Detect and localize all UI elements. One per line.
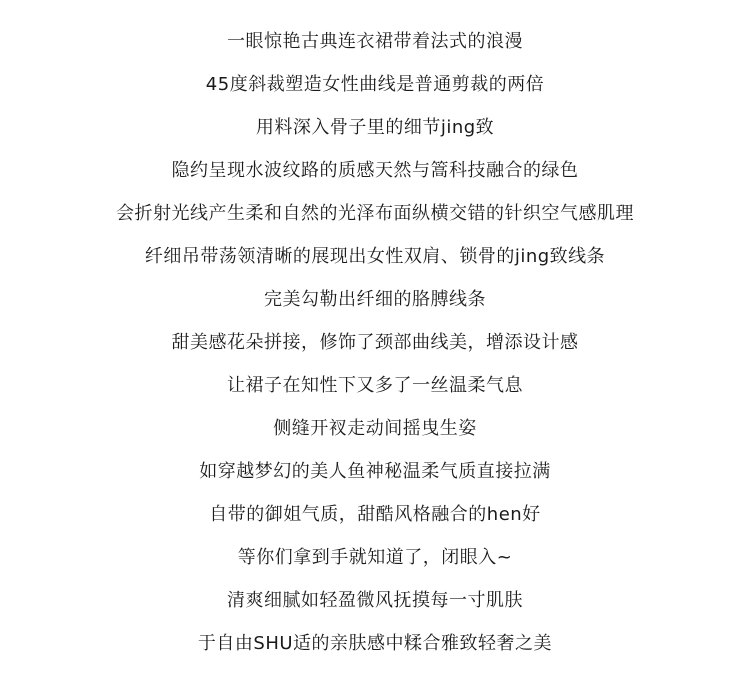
description-line: 用料深入骨子里的细节jing致 — [255, 117, 495, 138]
description-line: 等你们拿到手就知道了，闭眼入~ — [237, 547, 513, 568]
description-line: 侧缝开衩走动间摇曳生姿 — [273, 418, 477, 439]
description-line: 甜美感花朵拼接，修饰了颈部曲线美，增添设计感 — [171, 332, 579, 353]
description-line: 隐约呈现水波纹路的质感天然与篙科技融合的绿色 — [171, 160, 579, 181]
description-line: 如穿越梦幻的美人鱼神秘温柔气质直接拉满 — [199, 461, 551, 482]
description-line: 45度斜裁塑造女性曲线是普通剪裁的两倍 — [205, 74, 545, 95]
description-line: 让裙子在知性下又多了一丝温柔气息 — [227, 375, 523, 396]
description-line: 于自由SHU适的亲肤感中糅合雅致轻奢之美 — [197, 633, 553, 654]
description-line: 纤细吊带荡领清晰的展现出女性双肩、锁骨的jing致线条 — [144, 246, 606, 267]
description-line: 会折射光线产生柔和自然的光泽布面纵横交错的针织空气感肌理 — [116, 203, 634, 224]
description-line: 清爽细腻如轻盈微风抚摸每一寸肌肤 — [227, 590, 523, 611]
description-line: 一眼惊艳古典连衣裙带着法式的浪漫 — [227, 31, 523, 52]
product-description — [0, 20, 750, 665]
description-line: 完美勾勒出纤细的胳膊线条 — [264, 289, 486, 310]
description-line: 自带的御姐气质，甜酷风格融合的hen好 — [209, 504, 541, 525]
